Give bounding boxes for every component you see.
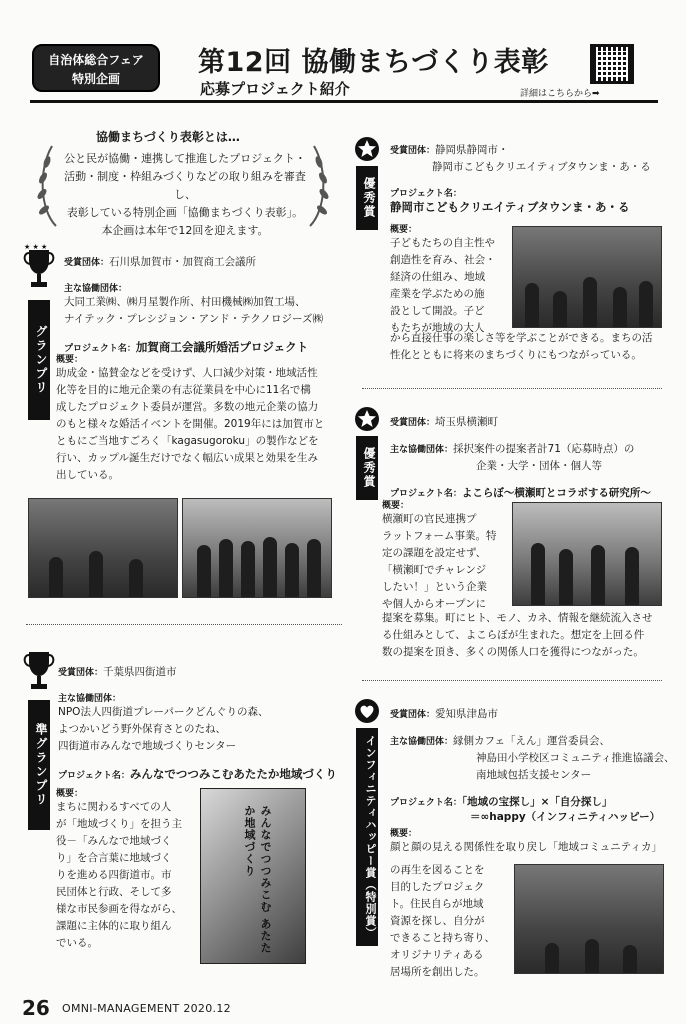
summary-line: 性化とともに将来のまちづくりにもつながっている。 xyxy=(390,349,642,361)
summary-line: りを進める四街道市。市 xyxy=(56,869,172,881)
summary-label: 概要： xyxy=(390,829,418,839)
recipient: 千葉県四街道市 xyxy=(103,666,177,678)
page-header xyxy=(30,38,658,106)
summary-line: オリジナリティある xyxy=(390,949,484,961)
summary-line: 資源を探し、自分が xyxy=(390,915,485,927)
summary-line: 化等を目的に地元企業の有志従業員を中心に11名で構 xyxy=(56,384,311,396)
badge-line2: 特別企画 xyxy=(71,72,120,86)
trophy-icon xyxy=(22,646,56,696)
partners-label: 主な協働団体： xyxy=(58,694,122,704)
header-divider xyxy=(30,100,658,103)
summary-line: 助成金・協賛金などを受けず、人口減少対策・地域活性 xyxy=(56,367,318,379)
summary-line: が「地域づくり」を担う主 xyxy=(56,818,182,830)
qr-code-icon[interactable] xyxy=(590,44,634,84)
summary-line: 出している。 xyxy=(56,469,119,481)
recipient-label: 受賞団体： xyxy=(58,668,104,678)
recipient: 愛知県津島市 xyxy=(435,708,499,720)
summary-line: 産業を学ぶための施 xyxy=(390,288,485,300)
recipient: 静岡県静岡市・ xyxy=(435,144,509,156)
fair-badge xyxy=(32,44,160,92)
publication-info: OMNI-MANAGEMENT 2020.12 xyxy=(62,1002,231,1015)
partners: 南地域包括支援センター xyxy=(476,769,592,781)
project-name: 「地域の宝探し」×「自分探し」 xyxy=(461,796,613,808)
award-ribbon: 優秀賞 xyxy=(356,166,378,230)
trophy-icon xyxy=(22,244,56,294)
booklet-title: みんなでつつみこむ あたたか地域づくり xyxy=(243,805,272,954)
page-subtitle: 応募プロジェクト紹介 xyxy=(200,80,350,98)
divider xyxy=(362,388,662,389)
summary-line: から直接仕事の楽しさ等を学ぶことができる。まちの活 xyxy=(390,332,653,344)
page-number: 26 xyxy=(22,996,50,1020)
project-name: 加賀商工会議所婚活プロジェクト xyxy=(135,340,309,354)
children-photo xyxy=(512,226,662,328)
intro-line: 表彰している特別企画「協働まちづくり表彰」。 xyxy=(66,206,304,219)
project-label: プロジェクト名： xyxy=(58,771,130,781)
summary-line: る仕組みとして、よこらぼが生まれた。想定を上回る件 xyxy=(382,629,645,641)
booklet-cover xyxy=(200,788,306,964)
heart-medal-icon xyxy=(354,698,380,724)
summary-line: ともにご当地すごろく「kagasugoroku」の製作などを xyxy=(56,435,319,447)
summary-line: のもと様々な婚活イベントを開催。2019年には加賀市と xyxy=(56,418,325,430)
summary-line: 目的したプロジェク xyxy=(390,881,485,893)
summary-line: 子どもたちの自主性や xyxy=(390,237,495,249)
summary-line: 横瀬町の官民連携プ xyxy=(382,513,477,525)
recipient-label: 受賞団体： xyxy=(390,418,436,428)
award-ribbon: 優秀賞 xyxy=(356,436,378,500)
project-label: プロジェクト名： xyxy=(64,344,136,354)
divider xyxy=(26,624,342,625)
summary-line: 創造性を育み、社会・ xyxy=(390,254,496,266)
excellent-award-2-section xyxy=(352,404,664,674)
summary-line: まちに関わるすべての人 xyxy=(56,801,172,813)
grandprix-section xyxy=(22,240,342,610)
page-title: 第12回 協働まちづくり表彰 xyxy=(198,47,549,78)
summary-line: 顔と顔の見える関係性を取り戻し「地域コミュニティカ」 xyxy=(390,841,662,853)
star-medal-icon xyxy=(354,136,380,162)
recipient-label: 受賞団体： xyxy=(390,146,436,156)
workshop-photo xyxy=(28,498,178,598)
award-ribbon: グランプリ xyxy=(28,300,50,420)
summary-line: 数の提案を頂き、多くの関係人口を獲得につながった。 xyxy=(382,646,644,658)
summary-line: 行い、カップル誕生だけでなく幅広い成果と効果を生み xyxy=(56,452,318,464)
summary-line: 「横瀬町でチャレンジ xyxy=(382,564,487,576)
partners: 大同工業㈱、㈱月星製作所、村田機械㈱加賀工場、 xyxy=(64,296,306,308)
project-label: プロジェクト名： xyxy=(390,489,462,499)
summary-line: 経済の仕組み、地域 xyxy=(390,271,486,283)
intro-title: 協働まちづくり表彰とは… xyxy=(96,130,240,144)
recipient-label: 受賞団体： xyxy=(390,710,436,720)
divider xyxy=(362,680,662,681)
project-name: 静岡市こどもクリエイティブタウンま・あ・る xyxy=(390,200,630,214)
group-photo xyxy=(182,498,332,598)
summary-line: 民団体と行政、そして多 xyxy=(56,886,172,898)
summary-label: 概要： xyxy=(56,355,84,365)
summary-line: 定の課題を設定せず、 xyxy=(382,547,487,559)
project-name: ＝∞happy（インフィニティハッピー） xyxy=(470,811,661,823)
recipient: 埼玉県横瀬町 xyxy=(435,416,499,428)
partners: 採択案件の提案者計71（応募時点）の xyxy=(453,443,635,455)
partners-label: 主な協働団体： xyxy=(390,737,454,747)
summary-line: の再生を図ることを xyxy=(390,864,485,876)
summary-line: 成したプロジェクト委員が運営。多数の地元企業の協力 xyxy=(56,401,319,413)
partners: 四街道市みんなで地域づくりセンター xyxy=(58,740,237,752)
summary-line: ト。住民自らが地域 xyxy=(390,898,484,910)
summary-label: 概要： xyxy=(56,789,84,799)
infinity-happy-section xyxy=(352,696,675,986)
summary-label: 概要： xyxy=(390,225,418,235)
project-label: プロジェクト名： xyxy=(390,189,462,199)
partners-label: 主な協働団体： xyxy=(64,284,128,294)
project-label: プロジェクト名： xyxy=(390,798,462,808)
detail-link[interactable]: 詳細はこちらから➡ xyxy=(520,89,600,99)
excellent-award-1-section xyxy=(352,130,664,380)
summary-line: 提案を募集。町にヒト、モノ、カネ、情報を継続流入させ xyxy=(382,612,653,624)
summary-line: 様な市民参画を得ながら、 xyxy=(56,903,182,915)
summary-line: でいる。 xyxy=(56,937,98,949)
summary-line: ラットフォーム事業。特 xyxy=(382,530,497,542)
summary-line: 設として開設。子ど xyxy=(390,305,485,317)
intro-body xyxy=(60,150,310,240)
summary-label: 概要： xyxy=(382,501,410,511)
recipient: 静岡市こどもクリエイティブタウンま・あ・る xyxy=(432,161,651,173)
svg-text:★ ★ ★: ★ ★ ★ xyxy=(24,244,48,251)
badge-line1: 自治体総合フェア xyxy=(48,53,144,67)
star-medal-icon xyxy=(354,406,380,432)
laurel-left-icon xyxy=(36,140,62,230)
summary-line: 居場所を創出した。 xyxy=(390,966,485,978)
recipient-label: 受賞団体： xyxy=(64,258,110,268)
project-name: よこらぼ～横瀬町とコラボする研究所～ xyxy=(461,487,651,499)
partners: ナイテック・プレシジョン・アンド・テクノロジーズ㈱ xyxy=(64,313,324,325)
partners-label: 主な協働団体： xyxy=(390,445,454,455)
intro-line: 公と民が協働・連携して推進したプロジェクト・ xyxy=(64,152,306,165)
intro-line: 本企画は本年で12回を迎えます。 xyxy=(101,224,269,237)
summary-line: 課題に主体的に取り組ん xyxy=(56,920,172,932)
partners: NPO法人四街道プレーパークどんぐりの森、 xyxy=(58,706,269,718)
intro-box xyxy=(26,124,342,237)
project-name: みんなでつつみこむあたたか地域づくり xyxy=(129,767,337,781)
award-ribbon: 準グランプリ xyxy=(28,700,50,830)
team-photo xyxy=(512,502,662,606)
summary-line: や個人からオープンに xyxy=(382,598,487,610)
summary-line: したい！」という企業 xyxy=(382,581,487,593)
award-ribbon: インフィニティハッピー賞（特別賞） xyxy=(356,728,378,946)
laurel-right-icon xyxy=(304,140,330,230)
semi-grandprix-section xyxy=(22,644,342,984)
intro-line: 活動・制度・枠組みづくりなどの取り組みを審査し、 xyxy=(64,170,306,201)
partners: よつかいどう野外保育さとのたね、 xyxy=(58,723,226,735)
partners: 企業・大学・団体・個人等 xyxy=(476,460,602,472)
cafe-photo xyxy=(514,864,664,974)
summary-line: り」を合言葉に地域づく xyxy=(56,852,172,864)
partners: 神島田小学校区コミュニティ推進協議会、 xyxy=(476,752,675,764)
summary-line: できること持ち寄り、 xyxy=(390,932,495,944)
partners: 縁側カフェ「えん」運営委員会、 xyxy=(453,735,610,747)
summary-line: もたちが地域の大人 xyxy=(390,322,485,334)
summary-line: 役－「みんなで地域づく xyxy=(56,835,172,847)
recipient: 石川県加賀市・加賀商工会議所 xyxy=(109,256,257,268)
